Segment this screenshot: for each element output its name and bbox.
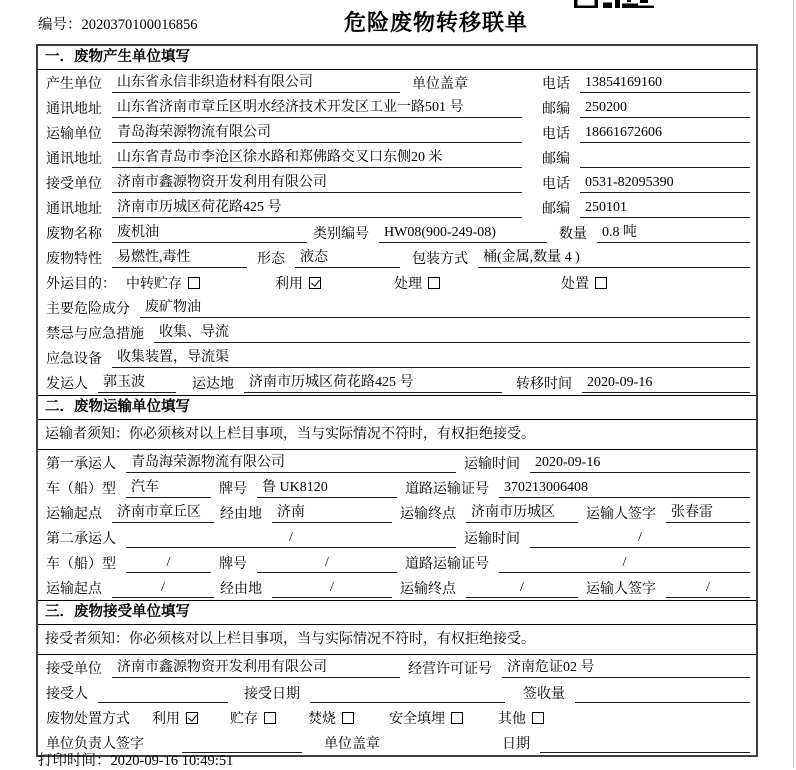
field-label: 车（船）型 xyxy=(46,556,116,572)
field-label: 电话 xyxy=(542,76,570,92)
field-label: 主要危险成分 xyxy=(46,301,130,317)
field-label: 运输时间 xyxy=(464,456,520,472)
field-label: 通讯地址 xyxy=(46,151,102,167)
row-transporter-address xyxy=(38,145,756,170)
transfer-date-value: 2020-09-16 xyxy=(582,373,750,393)
row-main-hazard xyxy=(38,295,756,320)
checkbox-checked xyxy=(309,277,321,289)
row-second-carrier xyxy=(38,525,756,550)
row-vehicle-2 xyxy=(38,550,756,575)
field-label: 牌号 xyxy=(219,556,247,572)
route-origin-2-value: / xyxy=(112,578,214,598)
field-label: 废物名称 xyxy=(46,226,102,242)
field-label: 电话 xyxy=(542,176,570,192)
field-label: 接受人 xyxy=(46,686,88,702)
manifest-form xyxy=(36,44,758,757)
option-label: 贮存 xyxy=(230,711,258,727)
section-receiver xyxy=(38,600,756,755)
row-vehicle-1 xyxy=(38,475,756,500)
row-first-carrier xyxy=(38,450,756,475)
option-label: 处理 xyxy=(394,276,422,292)
receiver-unit-value: 济南市鑫源物资开发利用有限公司 xyxy=(112,173,522,193)
destination-value: 济南市历城区荷花路425 号 xyxy=(244,373,502,393)
disposal-option-storage xyxy=(230,708,276,728)
left-group xyxy=(46,123,542,143)
transporter-unit-value: 青岛海荣源物流有限公司 xyxy=(112,123,522,143)
section-producer xyxy=(38,46,756,395)
road-permit-value: 370213006408 xyxy=(499,478,750,498)
stamp-date-value xyxy=(540,733,750,753)
transport-date-value: 2020-09-16 xyxy=(530,453,750,473)
document-header xyxy=(0,0,796,44)
row-disposal-method xyxy=(38,705,756,730)
shipper-name-value: 郭玉波 xyxy=(98,373,176,393)
field-label: 邮编 xyxy=(542,101,570,117)
document-title: 危险废物转移联单 xyxy=(343,10,528,35)
contraindication-value: 收集、导流 xyxy=(154,323,750,343)
field-label: 车（船）型 xyxy=(46,481,116,497)
checkbox-checked xyxy=(186,712,198,724)
option-label: 中转贮存 xyxy=(126,276,182,292)
option-label: 利用 xyxy=(275,276,303,292)
left-group xyxy=(46,148,542,168)
receiving-unit-value: 济南市鑫源物资开发利用有限公司 xyxy=(112,658,400,678)
purpose-option-transfer-storage xyxy=(126,273,200,293)
checkbox xyxy=(532,712,544,724)
option-label: 安全填埋 xyxy=(389,711,445,727)
plate-number-value: 鲁 UK8120 xyxy=(257,478,397,498)
disposal-option-landfill xyxy=(389,708,463,728)
field-label: 数量 xyxy=(559,226,587,242)
field-label: 运输终点 xyxy=(400,581,456,597)
field-label: 发运人 xyxy=(46,376,88,392)
section-3-title: 三．废物接受单位填写 xyxy=(38,600,756,625)
print-time-label: 打印时间： xyxy=(38,753,111,769)
field-label: 接受单位 xyxy=(46,176,102,192)
option-label: 其他 xyxy=(498,711,526,727)
field-label: 道路运输证号 xyxy=(405,481,489,497)
field-label: 通讯地址 xyxy=(46,101,102,117)
field-label: 签收量 xyxy=(523,686,565,702)
carrier-signature-2-value: / xyxy=(666,578,750,598)
option-label: 处置 xyxy=(561,276,589,292)
transporter-postcode-value xyxy=(580,148,750,168)
page-edge-line xyxy=(793,0,794,768)
transporter-address-value: 山东省青岛市李沧区徐水路和郑佛路交叉口东侧20 米 xyxy=(112,148,522,168)
row-receiver-unit xyxy=(38,170,756,195)
print-time xyxy=(38,749,233,770)
option-label: 焚烧 xyxy=(308,711,336,727)
checkbox xyxy=(188,277,200,289)
qr-code-fragment-icon xyxy=(574,0,654,9)
row-transfer-purpose xyxy=(38,270,756,295)
packaging-value: 桶(金属,数量 4 ) xyxy=(478,248,750,268)
row-waste-name xyxy=(38,220,756,245)
field-label: 日期 xyxy=(502,736,530,752)
producer-unit-value: 山东省永信非织造材料有限公司 xyxy=(112,73,400,93)
field-label: 经由地 xyxy=(220,581,262,597)
field-label: 电话 xyxy=(542,126,570,142)
route-via-value: 济南 xyxy=(272,503,392,523)
waste-property-value: 易燃性,毒性 xyxy=(112,248,247,268)
purpose-option-dispose xyxy=(561,273,607,293)
checkbox xyxy=(342,712,354,724)
field-label: 形态 xyxy=(257,251,285,267)
field-label: 邮编 xyxy=(542,151,570,167)
right-group xyxy=(542,198,750,218)
row-producer-address xyxy=(38,95,756,120)
license-number-value: 济南危证02 号 xyxy=(502,658,750,678)
left-group xyxy=(46,173,542,193)
field-label: 运达地 xyxy=(192,376,234,392)
route-end-2-value: / xyxy=(466,578,578,598)
route-via-2-value: / xyxy=(272,578,392,598)
waste-category-code-value: HW08(900-249-08) xyxy=(379,223,547,243)
field-label: 产生单位 xyxy=(46,76,102,92)
waste-quantity-value: 0.8 吨 xyxy=(597,223,750,243)
field-label: 类别编号 xyxy=(313,226,369,242)
right-group xyxy=(542,123,750,143)
right-group xyxy=(542,98,750,118)
field-label: 牌号 xyxy=(219,481,247,497)
row-contraindication xyxy=(38,320,756,345)
transporter-phone-value: 18661672606 xyxy=(580,123,750,143)
disposal-option-other xyxy=(498,708,544,728)
receiver-address-value: 济南市历城区荷花路425 号 xyxy=(112,198,522,218)
receiver-postcode-value: 250101 xyxy=(580,198,750,218)
row-waste-properties xyxy=(38,245,756,270)
field-label: 转移时间 xyxy=(516,376,572,392)
left-group xyxy=(46,98,542,118)
field-label: 运输时间 xyxy=(464,531,520,547)
row-route-2 xyxy=(38,575,756,600)
serial-label: 编号： xyxy=(38,17,82,33)
field-label: 接受单位 xyxy=(46,661,102,677)
field-label: 运输终点 xyxy=(400,506,456,522)
field-label: 邮编 xyxy=(542,201,570,217)
producer-postcode-value: 250200 xyxy=(580,98,750,118)
right-group xyxy=(542,173,750,193)
right-group xyxy=(542,148,750,168)
transporter-notice: 运输者须知：你必须核对以上栏目事项，当与实际情况不符时，有权拒绝接受。 xyxy=(38,420,756,450)
vehicle-type-value: 汽车 xyxy=(126,478,211,498)
receiver-phone-value: 0531-82095390 xyxy=(580,173,750,193)
field-label: 运输人签字 xyxy=(586,581,656,597)
option-label: 利用 xyxy=(152,711,180,727)
field-label: 外运目的： xyxy=(46,276,116,292)
print-time-value: 2020-09-16 10:49:51 xyxy=(110,753,234,769)
row-shipper xyxy=(38,370,756,395)
field-label: 禁忌与应急措施 xyxy=(46,326,144,342)
left-group xyxy=(46,198,542,218)
row-route-1 xyxy=(38,500,756,525)
checkbox xyxy=(264,712,276,724)
disposal-option-utilize xyxy=(152,708,198,728)
field-label: 第一承运人 xyxy=(46,456,116,472)
route-end-value: 济南市历城区 xyxy=(466,503,578,523)
left-group xyxy=(46,73,542,93)
purpose-option-treat xyxy=(394,273,440,293)
field-label: 运输人签字 xyxy=(586,506,656,522)
emergency-equipment-value: 收集装置，导流渠 xyxy=(112,348,750,368)
unit-stamp-label: 单位盖章 xyxy=(324,736,380,752)
first-carrier-value: 青岛海荣源物流有限公司 xyxy=(126,453,456,473)
section-2-title: 二．废物运输单位填写 xyxy=(38,395,756,420)
road-permit-2-value: / xyxy=(499,553,750,573)
received-quantity-value xyxy=(575,683,750,703)
row-transporter-unit xyxy=(38,120,756,145)
checkbox xyxy=(595,277,607,289)
receiver-notice: 接受者须知：你必须核对以上栏目事项，当与实际情况不符时，有权拒绝接受。 xyxy=(38,625,756,655)
field-label: 经由地 xyxy=(220,506,262,522)
field-label: 道路运输证号 xyxy=(405,556,489,572)
section-transporter xyxy=(38,395,756,600)
plate-number-2-value: / xyxy=(257,553,397,573)
section-1-title: 一．废物产生单位填写 xyxy=(38,46,756,70)
disposal-option-incinerate xyxy=(308,708,354,728)
right-group xyxy=(542,73,750,93)
row-emergency-equipment xyxy=(38,345,756,370)
serial-value: 2020370100016856 xyxy=(81,17,198,33)
field-label: 废物处置方式 xyxy=(46,711,130,727)
receive-date-value xyxy=(310,683,505,703)
row-recipient xyxy=(38,680,756,705)
field-label: 运输单位 xyxy=(46,126,102,142)
field-label: 包装方式 xyxy=(412,251,468,267)
field-label: 应急设备 xyxy=(46,351,102,367)
field-label: 运输起点 xyxy=(46,581,102,597)
second-carrier-value: / xyxy=(126,528,456,548)
producer-address-value: 山东省济南市章丘区明水经济技术开发区工业一路501 号 xyxy=(112,98,522,118)
row-receiver-address xyxy=(38,195,756,220)
purpose-option-utilize xyxy=(275,273,321,293)
waste-name-value: 废机油 xyxy=(112,223,307,243)
waste-form-value: 液态 xyxy=(295,248,400,268)
main-hazard-value: 废矿物油 xyxy=(140,298,750,318)
recipient-name-value xyxy=(98,683,228,703)
row-receiving-unit xyxy=(38,655,756,680)
checkbox xyxy=(428,277,440,289)
checkbox xyxy=(451,712,463,724)
field-label: 单位负责人签字 xyxy=(46,736,144,752)
unit-stamp-label: 单位盖章 xyxy=(412,76,468,92)
route-origin-value: 济南市章丘区 xyxy=(112,503,214,523)
vehicle-type-2-value: / xyxy=(126,553,211,573)
field-label: 废物特性 xyxy=(46,251,102,267)
row-producer-unit xyxy=(38,70,756,95)
carrier-signature-value: 张春雷 xyxy=(666,503,750,523)
producer-phone-value: 13854169160 xyxy=(580,73,750,93)
transport-date-2-value: / xyxy=(530,528,750,548)
field-label: 通讯地址 xyxy=(46,201,102,217)
field-label: 经营许可证号 xyxy=(408,661,492,677)
field-label: 运输起点 xyxy=(46,506,102,522)
field-label: 接受日期 xyxy=(244,686,300,702)
field-label: 第二承运人 xyxy=(46,531,116,547)
